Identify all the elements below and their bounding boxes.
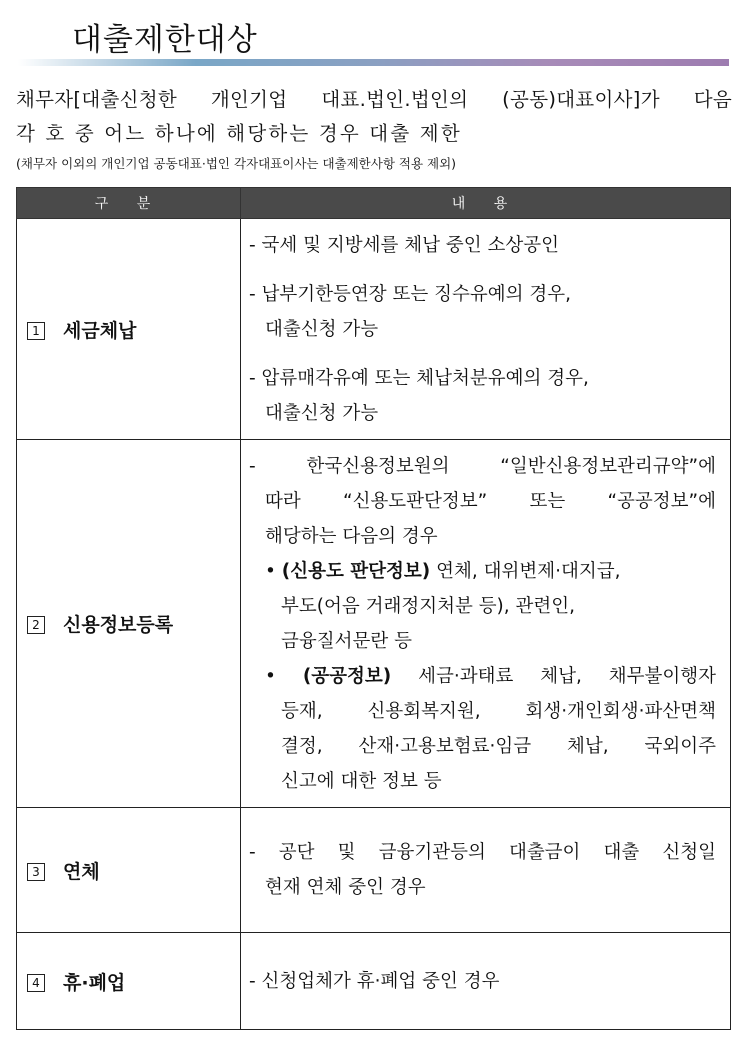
bullet-icon: •: [265, 560, 282, 582]
content-line: 부도(어음 거래정지처분 등), 관련인,: [281, 595, 576, 617]
content-line: - 공단 및 금융기관등의 대출금이 대출 신청일: [249, 842, 716, 863]
intro-line-2: 각 호 중 어느 하나에 해당하는 경우 대출 제한: [16, 122, 462, 145]
content-line: 대출신청 가능: [265, 402, 379, 424]
content-line: 등재, 신용회복지원, 회생·개인회생·파산면책: [281, 700, 716, 722]
row-number-box: 2: [27, 616, 45, 634]
category-label: 세금체납: [63, 319, 137, 342]
header-content: 내 용: [241, 188, 731, 219]
table-row: [17, 808, 731, 933]
content-line: 대출신청 가능: [265, 318, 379, 340]
row-number-box: 3: [27, 863, 45, 881]
content-line: 신고에 대한 정보 등: [281, 770, 442, 792]
content-cell: [241, 440, 731, 808]
bullet-heading: (신용도 판단정보): [281, 560, 431, 582]
bullet-heading: (공공정보): [302, 665, 392, 687]
content-line: - 신청업체가 휴·폐업 중인 경우: [249, 970, 500, 992]
content-line: 현재 연체 중인 경우: [265, 877, 426, 898]
category-cell: [17, 933, 241, 1030]
category-cell: [17, 219, 241, 440]
content-line: 결정, 산재·고용보험료·임금 체납, 국외이주: [281, 735, 716, 757]
category-label: 연체: [63, 860, 100, 883]
page-title: 대출제한대상: [72, 22, 258, 58]
intro-line-1: 채무자[대출신청한 개인기업 대표.법인.법인의 (공동)대표이사]가 다음: [16, 88, 732, 111]
table-row: [17, 933, 731, 1030]
table-row: [17, 219, 731, 440]
table-row: [17, 440, 731, 808]
header-category: 구 분: [17, 188, 241, 219]
restriction-table: [16, 187, 731, 1030]
category-cell: [17, 808, 241, 933]
content-line: 해당하는 다음의 경우: [265, 525, 438, 547]
content-line: - 한국신용정보원의 “일반신용정보관리규약”에: [249, 455, 716, 477]
content-cell: [241, 808, 731, 933]
content-line: - 국세 및 지방세를 체납 중인 소상공인: [249, 234, 560, 256]
list-item: [249, 554, 716, 589]
category-cell: [17, 440, 241, 808]
row-number-box: 4: [27, 974, 45, 992]
content-line: 세금·과태료 체납, 채무불이행자: [391, 665, 716, 687]
content-line: 연체, 대위변제·대지급,: [430, 560, 621, 582]
title-underline-bar: [18, 59, 729, 66]
row-number-box: 1: [27, 322, 45, 340]
category-label: 신용정보등록: [63, 614, 174, 636]
content-line: 금융질서문란 등: [281, 630, 412, 652]
bullet-icon: •: [265, 665, 303, 687]
content-line: - 압류매각유예 또는 체납처분유예의 경우,: [249, 367, 589, 389]
list-item: [249, 659, 716, 694]
content-line: 따라 “신용도판단정보” 또는 “공공정보”에: [265, 490, 716, 512]
table-header-row: [17, 188, 731, 219]
content-line: - 납부기한등연장 또는 징수유예의 경우,: [249, 283, 572, 305]
intro-note: (채무자 이외의 개인기업 공동대표·법인 각자대표이사는 대출제한사항 적용 제외): [16, 156, 457, 171]
category-label: 휴·폐업: [63, 971, 126, 994]
content-cell: [241, 219, 731, 440]
content-cell: [241, 933, 731, 1030]
